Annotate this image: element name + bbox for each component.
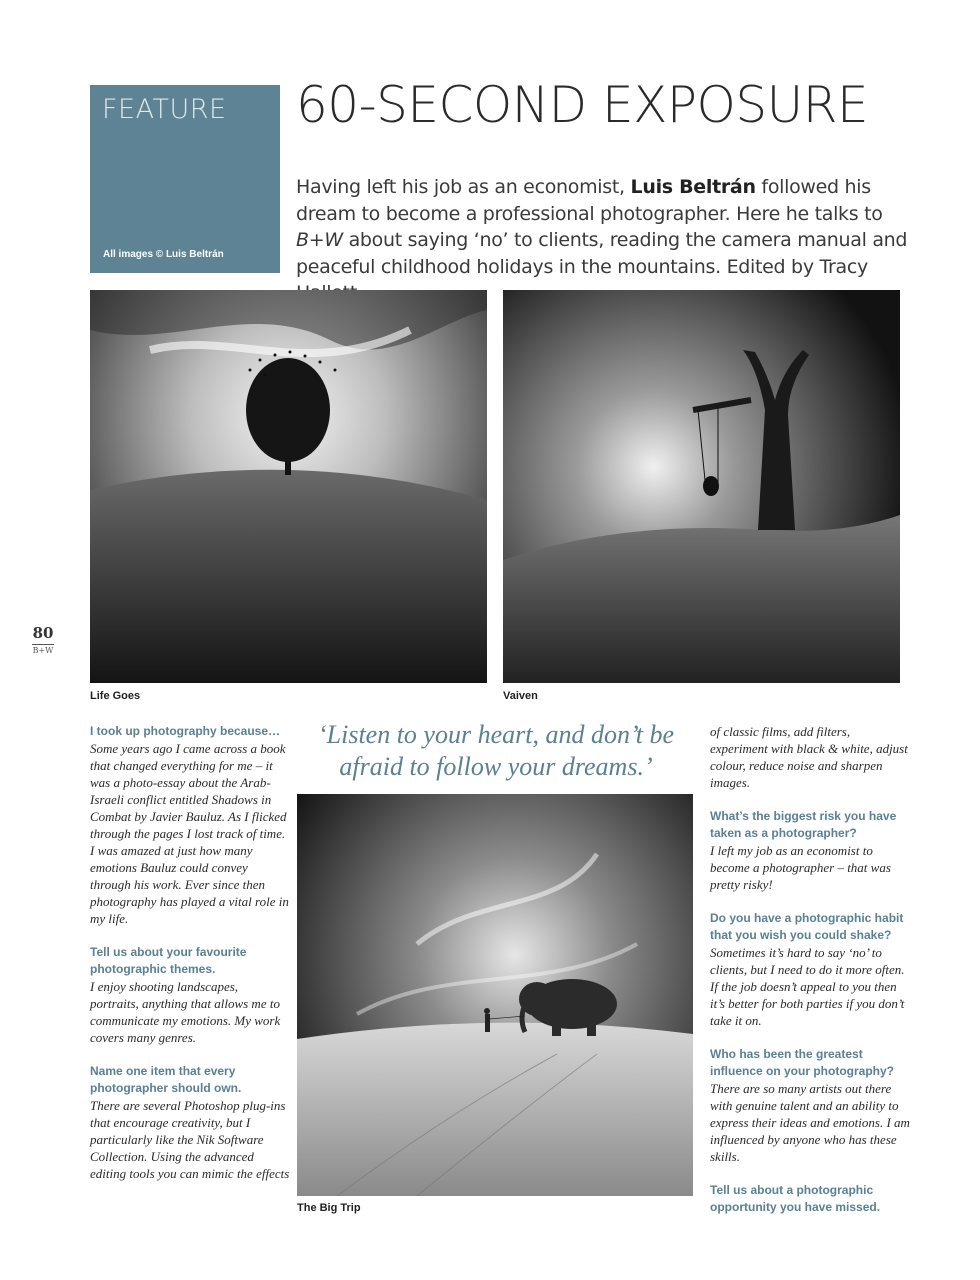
caption-the-big-trip: The Big Trip bbox=[297, 1202, 361, 1214]
standfirst bbox=[296, 174, 916, 307]
magazine-name: B+W bbox=[296, 229, 343, 251]
photo-life-goes bbox=[90, 290, 487, 683]
question: Do you have a photographic habit that you wish you could shake? bbox=[710, 911, 904, 942]
swing-tree-image bbox=[503, 290, 900, 683]
standfirst-text-3: about saying ‘no’ to clients, reading the camera manual and peaceful childhood holidays in the mountains. Edited by Tracy bbox=[296, 229, 908, 278]
answer-continued: of classic films, add filters, experiment with black & white, adjust colour, reduce noise and sharpen images. bbox=[710, 724, 908, 790]
feature-box bbox=[90, 85, 280, 273]
left-column bbox=[90, 723, 290, 1199]
question: Tell us about your favourite photographic themes. bbox=[90, 945, 247, 976]
answer: Some years ago I came across a book that changed everything for me – it was a photo-essay about the Arab-Israeli conflict entitled Shadows in Combat by Javier Bauluz. As I flicked through the pages I lost track of time. I was amazed at just how many emotions Bauluz could convey through his work. Ever since then photography has played a vital role in my life. bbox=[90, 741, 289, 926]
question: I took up photography because… bbox=[90, 724, 281, 738]
answer: There are so many artists out there with genuine talent and an ability to express their ideas and emotions. I am influenced by anyone who has these skills. bbox=[710, 1081, 910, 1164]
photo-vaiven bbox=[503, 290, 900, 683]
right-column bbox=[710, 723, 910, 1216]
caption-life-goes: Life Goes bbox=[90, 690, 141, 702]
question: Tell us about a photographic opportunity you have missed. bbox=[710, 1183, 881, 1214]
tree-field-image bbox=[90, 290, 487, 683]
image-credit: All images © Luis Beltrán bbox=[103, 249, 224, 260]
pull-quote: ‘Listen to your heart, and don’t be afraid to follow your dreams.’ bbox=[317, 720, 675, 781]
question: What’s the biggest risk you have taken as a photographer? bbox=[710, 809, 897, 840]
answer: Sometimes it’s hard to say ‘no’ to clients, but I need to do it more often. If the job doesn’t appeal to you then it’s better for both parties if you don’t take it on. bbox=[710, 945, 905, 1028]
question: Who has been the greatest influence on your photography? bbox=[710, 1047, 894, 1078]
caption-vaiven: Vaiven bbox=[503, 690, 538, 702]
question: Name one item that every photographer should own. bbox=[90, 1064, 242, 1095]
elephant-desert-image bbox=[297, 794, 693, 1196]
answer: I enjoy shooting landscapes, portraits, anything that allows me to communicate my emotions. My work covers many genres. bbox=[90, 979, 281, 1045]
section-label: FEATURE bbox=[102, 94, 227, 125]
photo-the-big-trip bbox=[297, 794, 693, 1196]
page-title: 60-SECOND EXPOSURE bbox=[296, 76, 869, 134]
folio-magazine: B+W bbox=[32, 646, 54, 655]
standfirst-text-2: followed his dream to become a professional photographer. Here he talks to bbox=[296, 176, 883, 225]
answer: I left my job as an economist to become a photographer – that was pretty risky! bbox=[710, 843, 891, 892]
photographer-name: Luis Beltrán bbox=[630, 176, 756, 198]
standfirst-text-1: Having left his job as an economist, bbox=[296, 176, 631, 198]
page-folio bbox=[32, 624, 54, 655]
page-number: 80 bbox=[32, 624, 54, 642]
answer: There are several Photoshop plug-ins that encourage creativity, but I particularly like the Nik Software Collection. Using the advanced editing tools you can mimic the effects bbox=[90, 1098, 290, 1181]
